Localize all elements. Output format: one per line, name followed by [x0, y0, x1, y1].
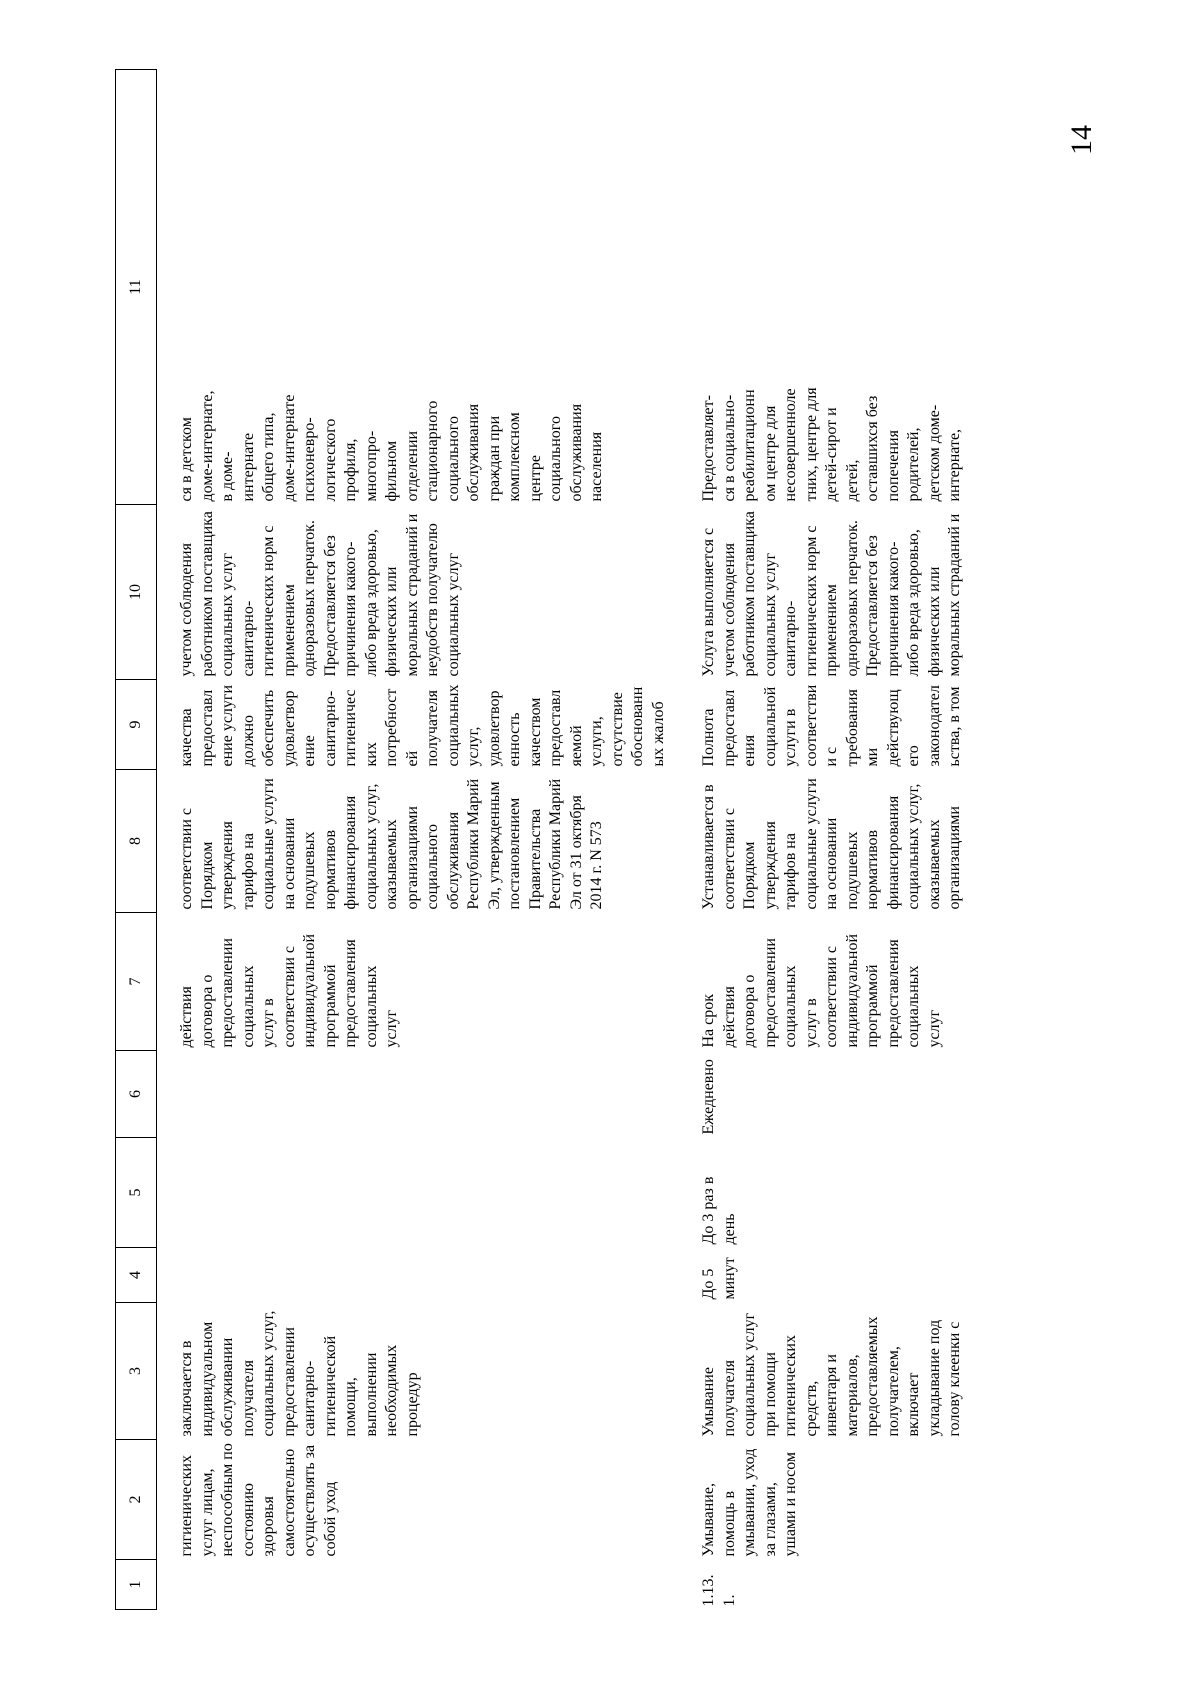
row1-term: действия договора о предоставлении социальных услуг в соответствии с индивидуальной программой предоставления социальных услуг [178, 933, 400, 1048]
col-header-3: 3 [116, 1303, 157, 1440]
row2-service-name: Умывание, помощь в умывании, уход за глазами, ушами и носом [700, 1448, 799, 1557]
page-number: 14 [1065, 125, 1098, 155]
rotated-landscape-page [115, 70, 1155, 1610]
col-header-7: 7 [116, 913, 157, 1051]
row2-number: 1.13. 1. [700, 1574, 738, 1607]
row1-provider: ся в детском доме-интернате, в доме- интернате общего типа, доме-интернате психоневро- логического профиля, многопро- фильном отделении стационарного социального обслуживания граждан при комплексном центре социального обслуживания населения [178, 390, 605, 502]
table-row [157, 70, 670, 1610]
col-header-11: 11 [116, 70, 157, 505]
col-header-8: 8 [116, 770, 157, 913]
col-header-2: 2 [116, 1440, 157, 1560]
row1-tariff: соответствии с Порядком утверждения тарифов на социальные услуги на основании подушевых нормативов финансирования социальных услуг, оказываемых организациями социального обслуживания Республики Марий Эл, утвержденным постановлением Правительства Республики Марий Эл от 31 октября 2014 г. N 573 [178, 778, 605, 910]
col-header-1: 1 [116, 1560, 157, 1610]
row2-term: На срок действия договора о предоставлении социальных услуг в соответствии с индивидуальной программой предоставления социальных услуг [700, 933, 943, 1048]
row2-conditions: Услуга выполняется с учетом соблюдения работником поставщика социальных услуг санитарно- гигиенических норм с применением одноразовых перчаток. Предоставляется без причинения какого- либо вреда здоровью, физических или моральных страданий и [700, 511, 963, 677]
row1-service-name: гигиенических услуг лицам, неспособным по состоянию здоровья самостоятельно осуществлять за собой уход [178, 1443, 339, 1557]
col-header-9: 9 [116, 680, 157, 770]
services-table [115, 69, 1199, 1610]
row2-duration: До 5 минут [700, 1257, 738, 1300]
row2-quality-indicators: Полнота предоставл ения социальной услуги в соответстви и с требования ми действующ его законодател ьства, в том [700, 684, 963, 767]
header-row [116, 70, 157, 1610]
table-row [669, 70, 1199, 1610]
row1-duration [157, 1248, 670, 1303]
row1-frequency [157, 1051, 670, 1138]
col-header-5: 5 [116, 1138, 157, 1248]
row2-frequency: Ежедневно [700, 1059, 717, 1135]
row1-number [157, 1560, 670, 1610]
row1-conditions: учетом соблюдения работником поставщика социальных услуг санитарно- гигиенических норм с применением одноразовых перчаток. Предоставляется без причинения какого- либо вреда здоровью, физических или моральных страданий и неудобств получателю социальных услуг [178, 511, 462, 677]
row2-volume: До 3 раз в день [700, 1176, 738, 1245]
col-header-6: 6 [116, 1051, 157, 1138]
col-header-4: 4 [116, 1248, 157, 1303]
row2-tariff: Устанавливается в соответствии с Порядком утверждения тарифов на социальные услуги на основании подушевых нормативов финансирования социальных услуг, оказываемых организациями [700, 778, 963, 910]
row1-quality-indicators: качества предоставл ение услуги должно обеспечить удовлетвор ение санитарно- гигиеничес ких потребност ей получателя социальных услуг, удовлетвор енность качеством предоставл яемой услуги, отсутствие обоснованн ых жалоб [178, 684, 667, 767]
row2-provider: Предоставляет- ся в социально- реабилитационн ом центре для несовершенноле тних, центре для детей-сирот и детей, оставшихся без попечения родителей, детском доме- интернате, [700, 387, 963, 502]
row1-description: заключается в индивидуальном обслуживании получателя социальных услуг, предоставлении санитарно- гигиенической помощи, выполнении необходимых процедур [178, 1310, 421, 1437]
row2-description: Умывание получателя социальных услуг при помощи гигиенических средств, инвентаря и материалов, предоставляемых получателем, включает укладывание под голову клеенки с [700, 1312, 963, 1437]
row1-volume [157, 1138, 670, 1248]
col-header-10: 10 [116, 505, 157, 680]
